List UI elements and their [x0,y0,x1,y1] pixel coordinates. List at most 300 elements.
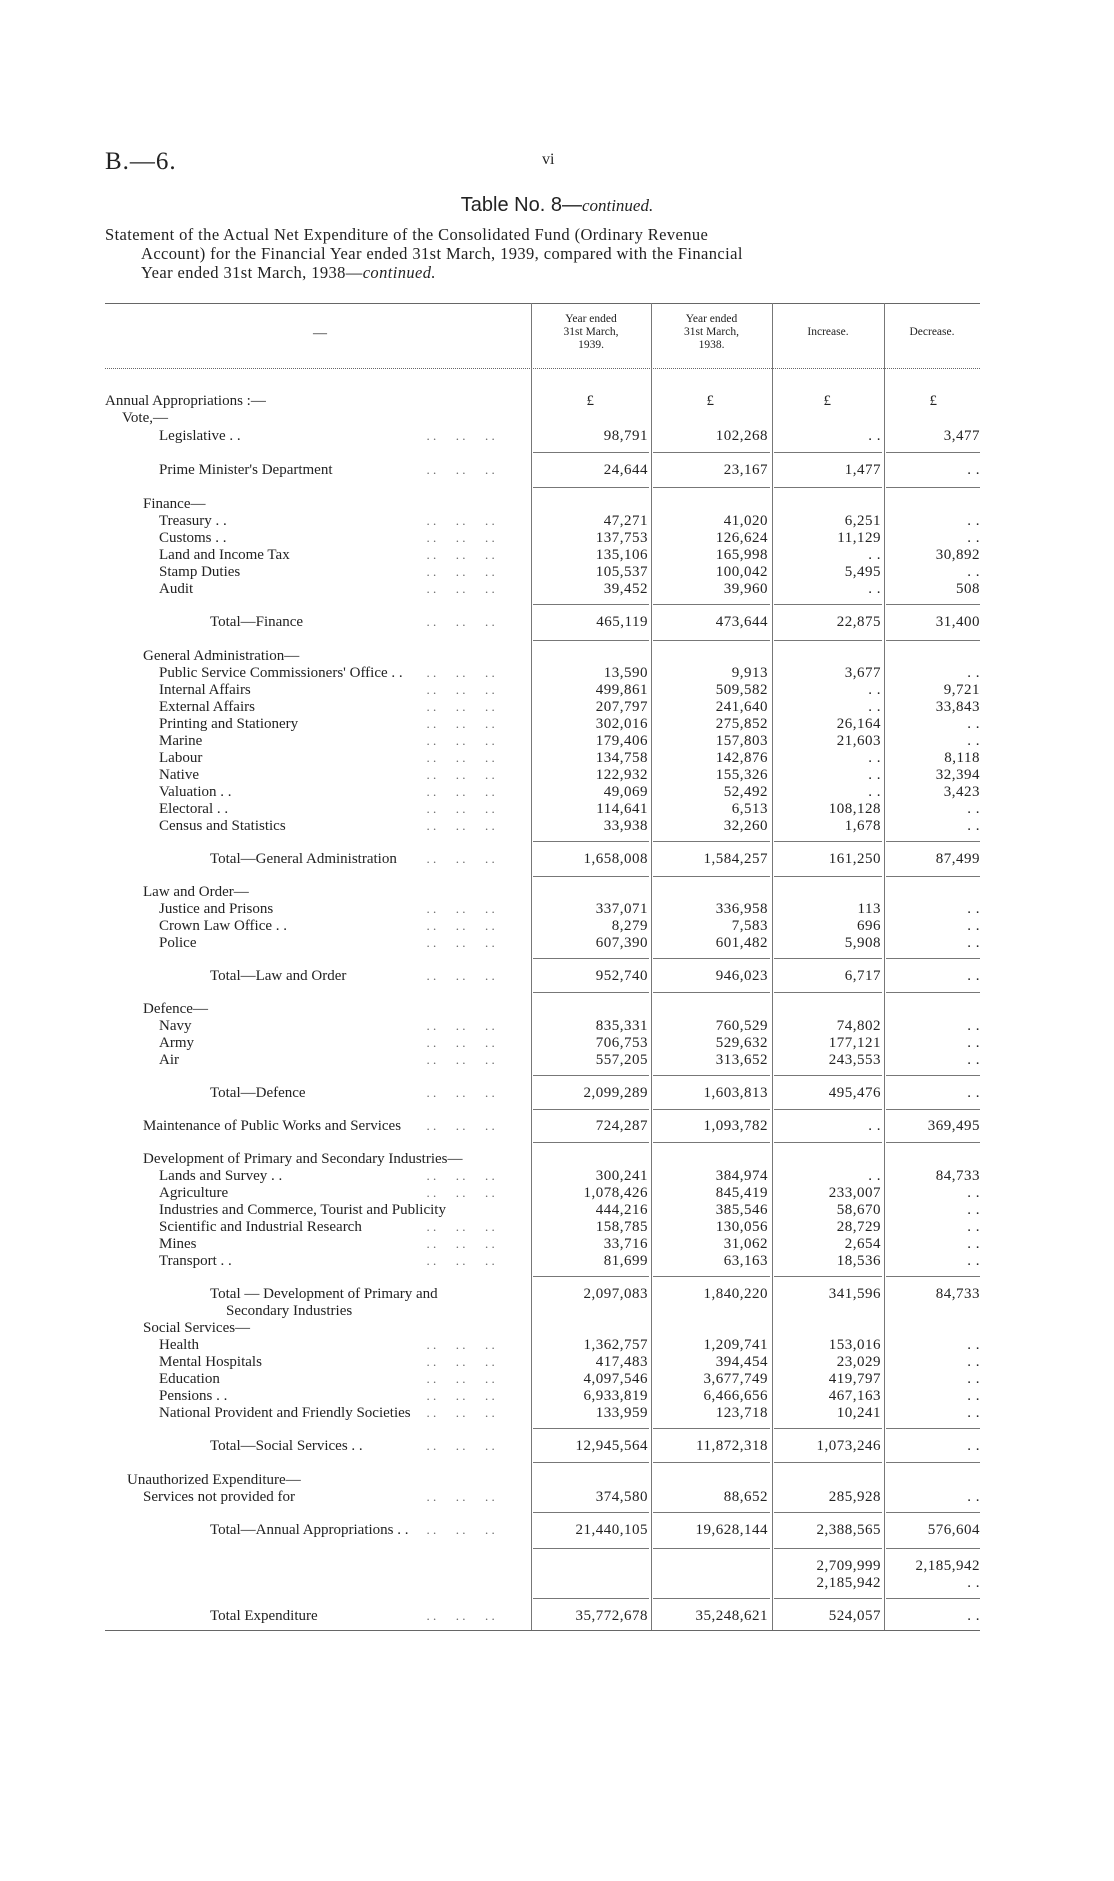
leader-dots: . . . . . . [420,428,495,443]
cell-increase: 161,250 [828,851,881,867]
row-label: Treasury . . [159,513,227,529]
cell-increase: 113 [857,901,881,917]
leader-dots: . . . . . . [420,1018,495,1033]
cell-decrease: . . [967,1354,980,1370]
row-label: Justice and Prisons [159,901,274,917]
cell-1938: 529,632 [715,1035,768,1051]
leader-dots: . . . . . . [420,918,495,933]
cell-increase: 467,163 [828,1388,881,1404]
subtotal-rule [533,487,649,488]
leader-dots: . . . . . . [420,665,495,680]
cell-increase: . . [868,428,881,444]
table-row [0,968,1114,984]
row-label: Health [159,1337,199,1353]
statement-line-3-continued: continued. [362,263,436,282]
table-row [0,547,1114,563]
cell-decrease: . . [967,1219,980,1235]
table-row [0,1001,1114,1017]
cell-1939: 4,097,546 [583,1371,648,1387]
cell-1938: 6,513 [731,801,768,817]
column-header-1938-line-3: 1938. [698,339,725,351]
cell-decrease: . . [967,665,980,681]
row-label: Total—Defence [210,1085,306,1101]
cell-increase: 2,709,999 [816,1558,881,1574]
cell-increase: 5,908 [844,935,881,951]
table-row [0,884,1114,900]
subtotal-rule [774,1428,882,1429]
row-label: Lands and Survey . . [159,1168,283,1184]
row-label: Marine [159,733,203,749]
table-row [0,1558,1114,1574]
row-label: Crown Law Office . . [159,918,288,934]
cell-decrease: . . [967,733,980,749]
cell-1939: 835,331 [595,1018,648,1034]
table-row [0,496,1114,512]
cell-increase: 10,241 [836,1405,881,1421]
leader-dots: . . . . . . [420,614,495,629]
cell-1938: 601,482 [715,935,768,951]
row-label: Printing and Stationery [159,716,299,732]
cell-1939: 465,119 [596,614,648,630]
cell-1938: 313,652 [715,1052,768,1068]
subtotal-rule [653,604,770,605]
table-row [0,1320,1114,1336]
table-row [0,462,1114,478]
row-label: Industries and Commerce, Tourist and Publicity [159,1202,446,1218]
subtotal-rule [774,992,882,993]
cell-increase: . . [868,1168,881,1184]
subtotal-rule [886,958,980,959]
cell-1939: 21,440,105 [575,1522,648,1538]
row-label: Legislative . . [159,428,241,444]
row-label: Valuation . . [159,784,232,800]
row-label: Agriculture [159,1185,229,1201]
leader-dots: . . . . . . [420,1035,495,1050]
cell-increase: 5,495 [844,564,881,580]
cell-1938: 394,454 [715,1354,768,1370]
subtotal-rule [533,1276,649,1277]
table-row [0,1253,1114,1269]
subtotal-rule [653,640,770,641]
cell-decrease: . . [967,801,980,817]
cell-decrease: 84,733 [935,1168,980,1184]
cell-1938: 155,326 [715,767,768,783]
table-row [0,648,1114,664]
cell-1939: 302,016 [595,716,648,732]
subtotal-rule [533,1462,649,1463]
row-label: Stamp Duties [159,564,241,580]
leader-dots: . . . . . . [420,1354,495,1369]
cell-1939: 33,938 [603,818,648,834]
cell-1939: 337,071 [595,901,648,917]
row-label: Finance— [143,496,206,512]
row-label: Transport . . [159,1253,232,1269]
cell-1939: 8,279 [611,918,648,934]
table-row [0,1575,1114,1591]
subtotal-rule [774,841,882,842]
row-label: Land and Income Tax [159,547,290,563]
cell-decrease: . . [967,1608,980,1624]
leader-dots: . . . . . . [420,1388,495,1403]
table-row [0,682,1114,698]
cell-1938: 1,584,257 [703,851,768,867]
leader-dots: . . . . . . [420,1608,495,1623]
table-row [0,530,1114,546]
cell-decrease: . . [967,1489,980,1505]
table-row [0,851,1114,867]
cell-decrease: . . [967,1405,980,1421]
leader-dots: . . . . . . [420,547,495,562]
subtotal-rule [886,1428,980,1429]
cell-increase: 495,476 [828,1085,881,1101]
statement-heading [105,225,985,282]
leader-dots: . . . . . . [420,767,495,782]
table-row [0,1185,1114,1201]
cell-decrease: . . [967,818,980,834]
table-top-rule [105,303,980,304]
subtotal-rule [774,1462,882,1463]
row-label: Unauthorized Expenditure— [127,1472,301,1488]
cell-decrease: . . [967,1253,980,1269]
column-header-1938-line-2: 31st March, [684,326,739,338]
table-row [0,1118,1114,1134]
table-row [0,1608,1114,1624]
cell-1939: 1,362,757 [583,1337,648,1353]
cell-1938: 9,913 [731,665,768,681]
cell-1938: 241,640 [715,699,768,715]
table-row [0,1354,1114,1370]
statement-line-1: Statement of the Actual Net Expenditure of the Consolidated Fund (Ordinary Revenue [105,225,709,244]
leader-dots: . . . . . . [420,901,495,916]
cell-increase: 3,677 [844,665,881,681]
table-row [0,1371,1114,1387]
cell-increase: 233,007 [828,1185,881,1201]
row-label: Electoral . . [159,801,229,817]
leader-dots: . . . . . . [420,968,495,983]
cell-1938: 19,628,144 [695,1522,768,1538]
row-label: Internal Affairs [159,682,251,698]
subtotal-rule [653,841,770,842]
subtotal-rule [886,1276,980,1277]
cell-1939: 1,078,426 [583,1185,648,1201]
row-label: Total—Social Services . . [210,1438,363,1454]
cell-decrease: . . [967,1575,980,1591]
table-row [0,750,1114,766]
cell-decrease: . . [967,1236,980,1252]
table-row [0,801,1114,817]
cell-1939: 374,580 [595,1489,648,1505]
cell-1938: 157,803 [715,733,768,749]
table-row [0,918,1114,934]
table-row [0,513,1114,529]
cell-1938: 6,466,656 [703,1388,768,1404]
cell-increase: 2,654 [844,1236,881,1252]
row-label: Census and Statistics [159,818,286,834]
leader-dots: . . . . . . [420,462,495,477]
column-header-label: — [313,326,327,341]
leader-dots: . . . . . . [420,1489,495,1504]
subtotal-rule [533,958,649,959]
cell-1939: 81,699 [603,1253,648,1269]
row-label: Secondary Industries [226,1303,353,1319]
subtotal-rule [886,1462,980,1463]
cell-1938: 126,624 [715,530,768,546]
cell-1939: 47,271 [603,513,648,529]
table-row [0,581,1114,597]
subtotal-rule [533,452,649,453]
cell-increase: 6,251 [844,513,881,529]
table-row [0,1202,1114,1218]
subtotal-rule [653,1109,770,1110]
table-row [0,614,1114,630]
cell-decrease: . . [967,918,980,934]
table-row [0,1286,1114,1302]
row-label: Total Expenditure [210,1608,318,1624]
table-row [0,1035,1114,1051]
cell-decrease: . . [967,1337,980,1353]
cell-decrease: . . [967,1035,980,1051]
cell-decrease: . . [967,716,980,732]
cell-decrease: . . [967,462,980,478]
row-label: Mental Hospitals [159,1354,262,1370]
cell-1939: 444,216 [595,1202,648,1218]
cell-decrease: 87,499 [935,851,980,867]
cell-1939: 49,069 [603,784,648,800]
cell-decrease: . . [967,1052,980,1068]
subtotal-rule [533,1598,649,1599]
subtotal-rule [653,1462,770,1463]
cell-1939: 706,753 [595,1035,648,1051]
cell-increase: 153,016 [828,1337,881,1353]
subtotal-rule [774,640,882,641]
leader-dots: . . . . . . [420,935,495,950]
cell-1939: £ [586,393,595,409]
leader-dots: . . . . . . [420,682,495,697]
cell-1939: 114,641 [596,801,648,817]
subtotal-rule [774,958,882,959]
table-row [0,428,1114,444]
leader-dots: . . . . . . [420,699,495,714]
subtotal-rule [653,1276,770,1277]
cell-1938: 41,020 [723,513,768,529]
leader-dots: . . . . . . [420,1185,495,1200]
subtotal-rule [653,1598,770,1599]
statement-line-3-text: Year ended 31st March, 1938— [141,263,363,282]
table-row [0,733,1114,749]
leader-dots: . . . . . . [420,1052,495,1067]
subtotal-rule [886,640,980,641]
table-row [0,1303,1114,1319]
cell-decrease: 369,495 [927,1118,980,1134]
table-row [0,1388,1114,1404]
cell-1939: 13,590 [603,665,648,681]
leader-dots: . . . . . . [420,530,495,545]
leader-dots: . . . . . . [420,1219,495,1234]
cell-1939: 133,959 [595,1405,648,1421]
row-label: Army [159,1035,194,1051]
cell-decrease: . . [967,564,980,580]
table-row [0,393,1114,409]
table-row [0,818,1114,834]
subtotal-rule [886,1109,980,1110]
table-row [0,935,1114,951]
column-header-1939-line-2: 31st March, [563,326,619,338]
cell-1939: 39,452 [603,581,648,597]
row-label: Public Service Commissioners' Office . . [159,665,403,681]
cell-1938: 165,998 [715,547,768,563]
cell-1939: 6,933,819 [583,1388,648,1404]
subtotal-rule [533,1075,649,1076]
cell-increase: 23,029 [836,1354,881,1370]
subtotal-rule [774,1598,882,1599]
cell-decrease: 9,721 [943,682,980,698]
row-label: Total—Law and Order [210,968,347,984]
row-label: Total — Development of Primary and [210,1286,438,1302]
table-row [0,1438,1114,1454]
table-row [0,767,1114,783]
cell-1939: 417,483 [595,1354,648,1370]
cell-decrease: . . [967,1371,980,1387]
row-label: Mines [159,1236,197,1252]
cell-1938: 275,852 [715,716,768,732]
table-row [0,1052,1114,1068]
cell-decrease: . . [967,935,980,951]
leader-dots: . . . . . . [420,1337,495,1352]
subtotal-rule [653,1548,770,1549]
cell-decrease: . . [967,1202,980,1218]
subtotal-rule [886,1142,980,1143]
subtotal-rule [653,1075,770,1076]
cell-decrease: 8,118 [944,750,980,766]
subtotal-rule [653,487,770,488]
cell-increase: 696 [857,918,881,934]
cell-increase: 108,128 [828,801,881,817]
leader-dots: . . . . . . [420,1236,495,1251]
cell-decrease: 84,733 [935,1286,980,1302]
cell-1939: 179,406 [595,733,648,749]
cell-1939: 499,861 [595,682,648,698]
table-row [0,665,1114,681]
cell-1938: 336,958 [715,901,768,917]
cell-increase: . . [868,699,881,715]
subtotal-rule [653,452,770,453]
subtotal-rule [886,487,980,488]
leader-dots: . . . . . . [420,716,495,731]
cell-1939: 300,241 [595,1168,648,1184]
cell-decrease: . . [967,1388,980,1404]
cell-1939: 137,753 [595,530,648,546]
cell-increase: 419,797 [828,1371,881,1387]
cell-1938: 1,209,741 [703,1337,768,1353]
column-header-1939-line-3: 1939. [578,339,604,351]
row-label: Vote,— [122,410,168,426]
cell-decrease: 31,400 [935,614,980,630]
table-row [0,784,1114,800]
cell-1939: 122,932 [595,767,648,783]
cell-increase: . . [868,750,881,766]
cell-1939: 207,797 [595,699,648,715]
cell-increase: 21,603 [836,733,881,749]
cell-1938: 35,248,621 [695,1608,768,1624]
row-label: Police [159,935,197,951]
cell-1938: 1,603,813 [703,1085,768,1101]
cell-increase: 1,073,246 [816,1438,881,1454]
subtotal-rule [533,640,649,641]
subtotal-rule [533,1548,649,1549]
cell-increase: . . [868,767,881,783]
cell-1938: 7,583 [731,918,768,934]
cell-1939: 105,537 [595,564,648,580]
cell-1938: 760,529 [715,1018,768,1034]
cell-increase: 341,596 [828,1286,881,1302]
cell-1939: 2,099,289 [583,1085,648,1101]
table-row [0,699,1114,715]
cell-1938: 845,419 [715,1185,768,1201]
row-label: Development of Primary and Secondary Industries— [143,1151,463,1167]
leader-dots: . . . . . . [420,1168,495,1183]
cell-increase: . . [868,784,881,800]
leader-dots: . . . . . . [420,784,495,799]
cell-1938: 88,652 [723,1489,768,1505]
cell-1938: 23,167 [723,462,768,478]
table-row [0,1236,1114,1252]
subtotal-rule [533,1428,649,1429]
cell-increase: £ [823,393,832,409]
cell-1939: 557,205 [595,1052,648,1068]
cell-1939: 1,658,008 [583,851,648,867]
cell-1939: 952,740 [595,968,648,984]
table-row [0,1489,1114,1505]
cell-1938: 123,718 [715,1405,768,1421]
table-row [0,1405,1114,1421]
leader-dots: . . . . . . [420,818,495,833]
subtotal-rule [886,604,980,605]
column-header-increase: Increase. [807,326,849,338]
cell-increase: 524,057 [828,1608,881,1624]
cell-1939: 98,791 [603,428,648,444]
statement-line-2: Account) for the Financial Year ended 31st March, 1939, compared with the Financial [141,244,743,263]
cell-1938: 39,960 [723,581,768,597]
cell-decrease: 576,604 [927,1522,980,1538]
subtotal-rule [653,1142,770,1143]
subtotal-rule [533,604,649,605]
cell-increase: 2,185,942 [816,1575,881,1591]
row-label: Maintenance of Public Works and Services [143,1118,402,1134]
cell-1938: 385,546 [715,1202,768,1218]
cell-1938: 1,093,782 [703,1118,768,1134]
leader-dots: . . . . . . [420,1253,495,1268]
leader-dots: . . . . . . [420,564,495,579]
cell-1939: 135,106 [595,547,648,563]
table-row [0,1522,1114,1538]
cell-decrease: 33,843 [935,699,980,715]
row-label: Education [159,1371,220,1387]
cell-decrease: . . [967,1185,980,1201]
cell-increase: 18,536 [836,1253,881,1269]
cell-decrease: . . [967,530,980,546]
row-label: Air [159,1052,179,1068]
column-header-decrease: Decrease. [909,326,955,338]
cell-increase: 285,928 [828,1489,881,1505]
cell-decrease: 32,394 [935,767,980,783]
cell-increase: 6,717 [844,968,881,984]
leader-dots: . . . . . . [420,1522,495,1537]
cell-decrease: 3,477 [943,428,980,444]
cell-1938: 63,163 [723,1253,768,1269]
subtotal-rule [653,876,770,877]
table-row [0,901,1114,917]
cell-1938: 509,582 [715,682,768,698]
